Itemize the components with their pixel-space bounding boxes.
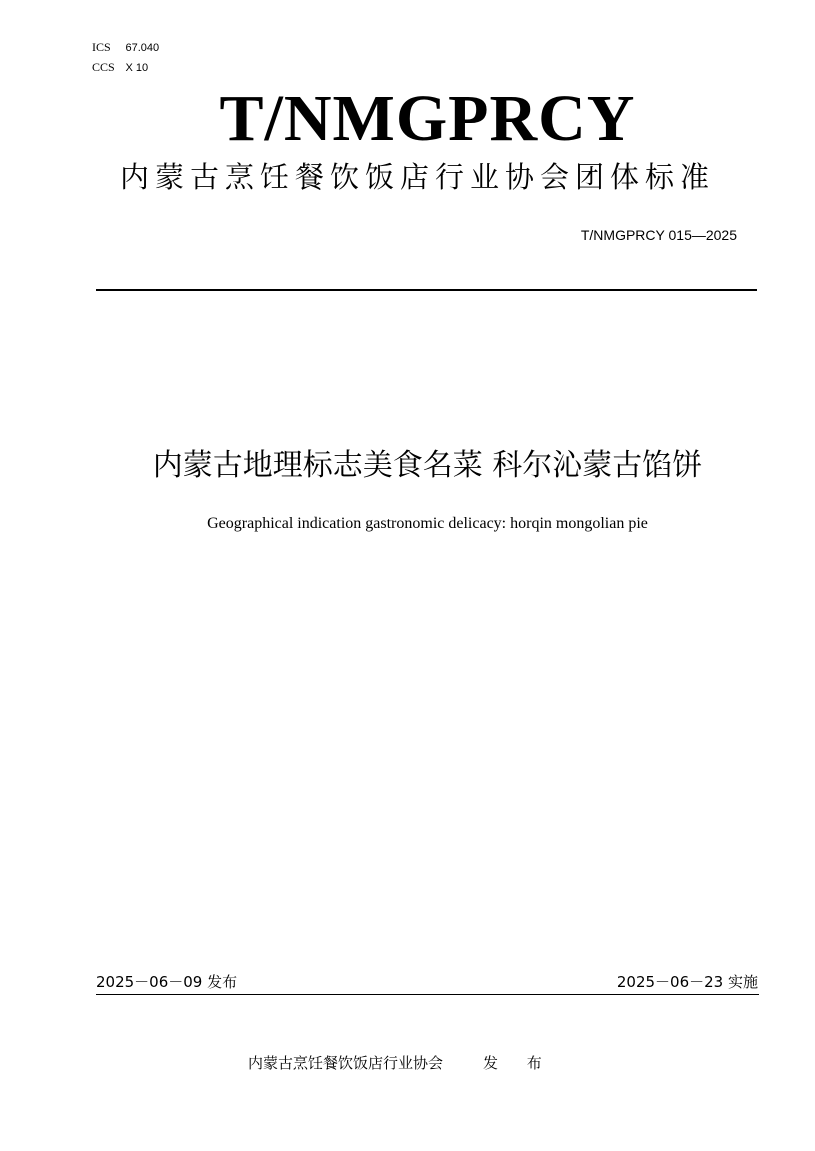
document-title-english: Geographical indication gastronomic delicacy: horqin mongolian pie xyxy=(207,515,648,532)
classification-codes xyxy=(92,38,159,78)
org-standard-title: 内蒙古烹饪餐饮饭店行业协会团体标准 xyxy=(119,160,715,194)
ics-line xyxy=(92,38,159,58)
ics-label: ICS xyxy=(92,40,111,54)
top-divider xyxy=(96,289,757,291)
publisher-name: 内蒙古烹饪餐饮饭店行业协会 xyxy=(248,1054,444,1072)
issue-date: 2025－06－09 发布 xyxy=(96,973,238,991)
document-title-chinese: 内蒙古地理标志美食名菜 科尔沁蒙古馅饼 xyxy=(152,448,703,483)
implement-date: 2025－06－23 实施 xyxy=(616,973,758,991)
standard-logo-text: T/NMGPRCY xyxy=(219,82,636,155)
standard-number: T/NMGPRCY 015—2025 xyxy=(580,227,737,243)
ccs-label: CCS xyxy=(92,60,115,74)
ccs-line xyxy=(92,58,159,78)
publisher-line xyxy=(248,1052,554,1074)
publish-word: 发 布 xyxy=(483,1054,554,1072)
ics-value: 67.040 xyxy=(125,42,160,54)
bottom-divider xyxy=(96,994,759,995)
ccs-value: X 10 xyxy=(125,62,149,74)
